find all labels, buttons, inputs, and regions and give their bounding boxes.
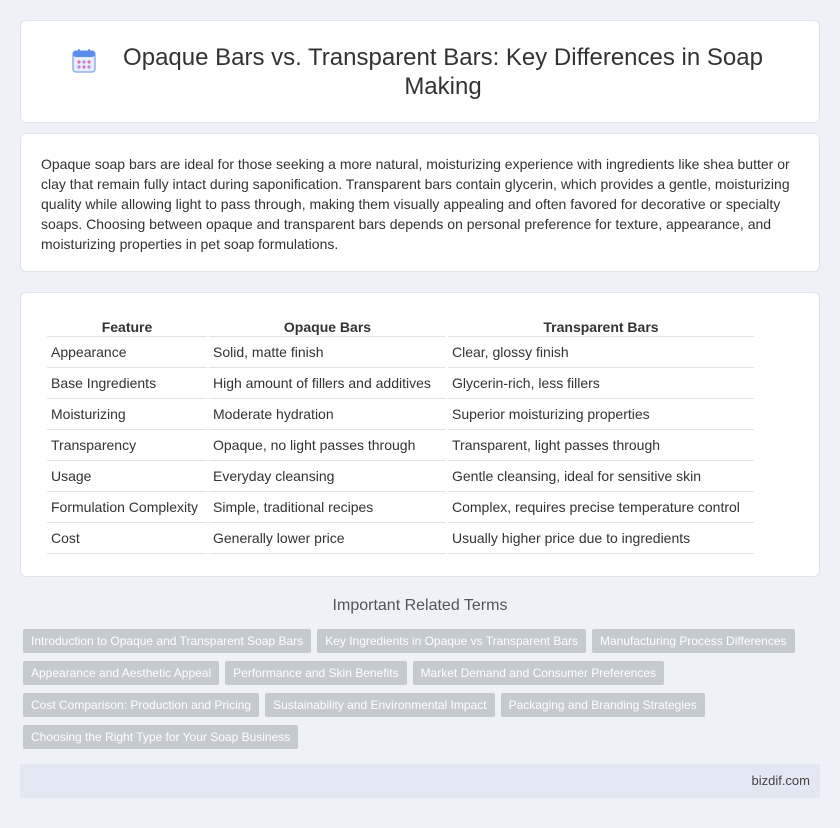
term-tag[interactable]: Market Demand and Consumer Preferences <box>413 661 664 685</box>
term-tag[interactable]: Cost Comparison: Production and Pricing <box>23 693 259 717</box>
table-row <box>47 523 754 554</box>
header-transparent: Transparent Bars <box>448 317 754 337</box>
opaque-cell: Generally lower price <box>209 523 446 554</box>
term-tag[interactable]: Packaging and Branding Strategies <box>501 693 705 717</box>
header-opaque: Opaque Bars <box>209 317 446 337</box>
table-row <box>47 368 754 399</box>
feature-cell: Moisturizing <box>47 399 207 430</box>
opaque-cell: Solid, matte finish <box>209 337 446 368</box>
intro-paragraph: Opaque soap bars are ideal for those seeking a more natural, moisturizing experience with ingredients like shea butter or clay that remain fully intact during saponification. Transparent bars contain glycerin, which provides a gentle, moisturizing quality while allowing light to pass through, making them visually appealing and often favored for decorative or specialty soaps. Choosing between opaque and transparent bars depends on personal preference for texture, appearance, and moisturizing properties in pet soap formulations. <box>41 156 790 252</box>
related-terms-list <box>23 629 823 757</box>
term-tag[interactable]: Manufacturing Process Differences <box>592 629 795 653</box>
transparent-cell: Transparent, light passes through <box>448 430 754 461</box>
comparison-card <box>20 292 820 577</box>
calendar-icon <box>70 47 98 75</box>
feature-cell: Base Ingredients <box>47 368 207 399</box>
comparison-table <box>45 317 756 554</box>
footer <box>20 764 820 798</box>
term-tag[interactable]: Appearance and Aesthetic Appeal <box>23 661 219 685</box>
intro-card <box>20 133 820 272</box>
feature-cell: Appearance <box>47 337 207 368</box>
term-tag[interactable]: Sustainability and Environmental Impact <box>265 693 494 717</box>
table-row <box>47 337 754 368</box>
opaque-cell: Everyday cleansing <box>209 461 446 492</box>
opaque-cell: Opaque, no light passes through <box>209 430 446 461</box>
header-feature: Feature <box>47 317 207 337</box>
transparent-cell: Glycerin-rich, less fillers <box>448 368 754 399</box>
table-header-row <box>47 317 754 337</box>
term-tag[interactable]: Key Ingredients in Opaque vs Transparent Bars <box>317 629 586 653</box>
feature-cell: Transparency <box>47 430 207 461</box>
opaque-cell: Moderate hydration <box>209 399 446 430</box>
transparent-cell: Clear, glossy finish <box>448 337 754 368</box>
table-row <box>47 399 754 430</box>
term-tag[interactable]: Introduction to Opaque and Transparent Soap Bars <box>23 629 311 653</box>
table-row <box>47 492 754 523</box>
opaque-cell: Simple, traditional recipes <box>209 492 446 523</box>
feature-cell: Formulation Complexity <box>47 492 207 523</box>
feature-cell: Cost <box>47 523 207 554</box>
title-card <box>20 20 820 123</box>
page-title: Opaque Bars vs. Transparent Bars: Key Differences in Soap Making <box>123 43 763 100</box>
table-row <box>47 461 754 492</box>
feature-cell: Usage <box>47 461 207 492</box>
table-row <box>47 430 754 461</box>
transparent-cell: Complex, requires precise temperature control <box>448 492 754 523</box>
transparent-cell: Gentle cleansing, ideal for sensitive skin <box>448 461 754 492</box>
footer-site[interactable]: bizdif.com <box>751 773 810 788</box>
transparent-cell: Usually higher price due to ingredients <box>448 523 754 554</box>
transparent-cell: Superior moisturizing properties <box>448 399 754 430</box>
opaque-cell: High amount of fillers and additives <box>209 368 446 399</box>
related-terms-heading: Important Related Terms <box>332 597 508 614</box>
term-tag[interactable]: Performance and Skin Benefits <box>225 661 406 685</box>
term-tag[interactable]: Choosing the Right Type for Your Soap Business <box>23 725 298 749</box>
